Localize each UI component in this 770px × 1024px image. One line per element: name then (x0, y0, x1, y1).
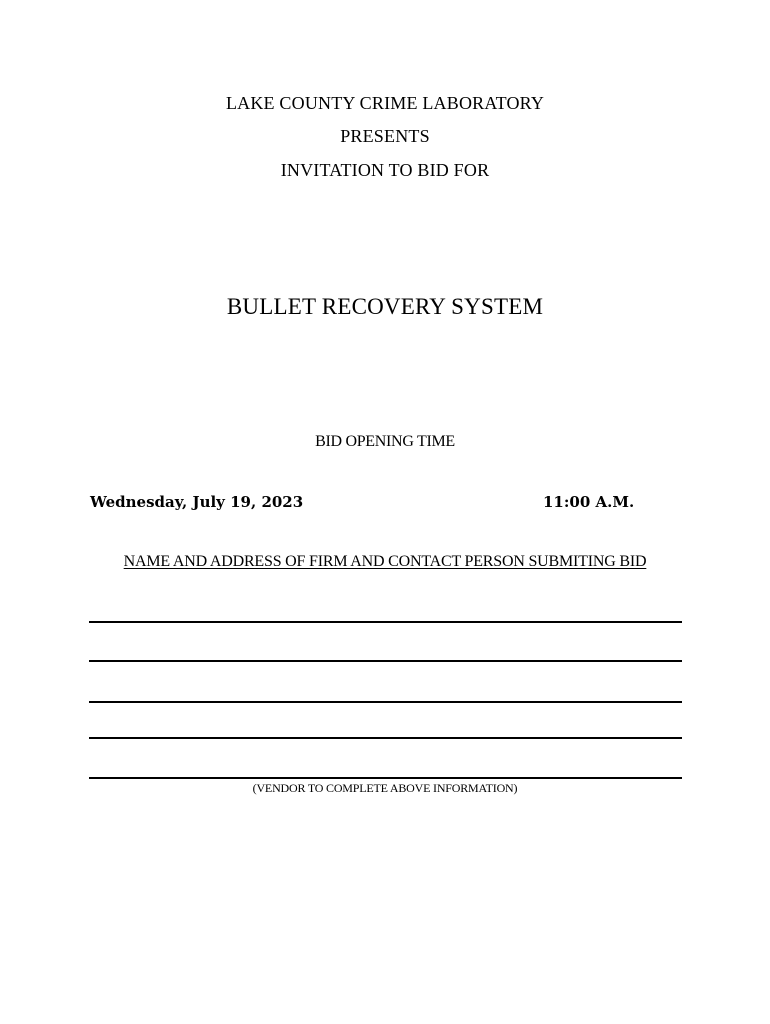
presents-line: PRESENTS (340, 126, 430, 146)
vendor-instruction-note: (VENDOR TO COMPLETE ABOVE INFORMATION) (252, 781, 518, 795)
vendor-entry-line-4[interactable] (89, 737, 682, 739)
vendor-entry-line-5[interactable] (89, 777, 682, 779)
vendor-entry-line-3[interactable] (89, 701, 682, 703)
firm-info-heading: NAME AND ADDRESS OF FIRM AND CONTACT PERSON SUBMITING BID (123, 553, 647, 570)
bid-opening-time: 11:00 A.M. (543, 493, 635, 511)
organization-name: LAKE COUNTY CRIME LABORATORY (225, 93, 545, 113)
bid-opening-label: BID OPENING TIME (315, 433, 455, 450)
invitation-line: INVITATION TO BID FOR (280, 160, 490, 180)
vendor-entry-line-2[interactable] (89, 660, 682, 662)
document-title: BULLET RECOVERY SYSTEM (226, 294, 544, 319)
bid-opening-date: Wednesday, July 19, 2023 (90, 493, 304, 511)
vendor-entry-line-1[interactable] (89, 621, 682, 623)
